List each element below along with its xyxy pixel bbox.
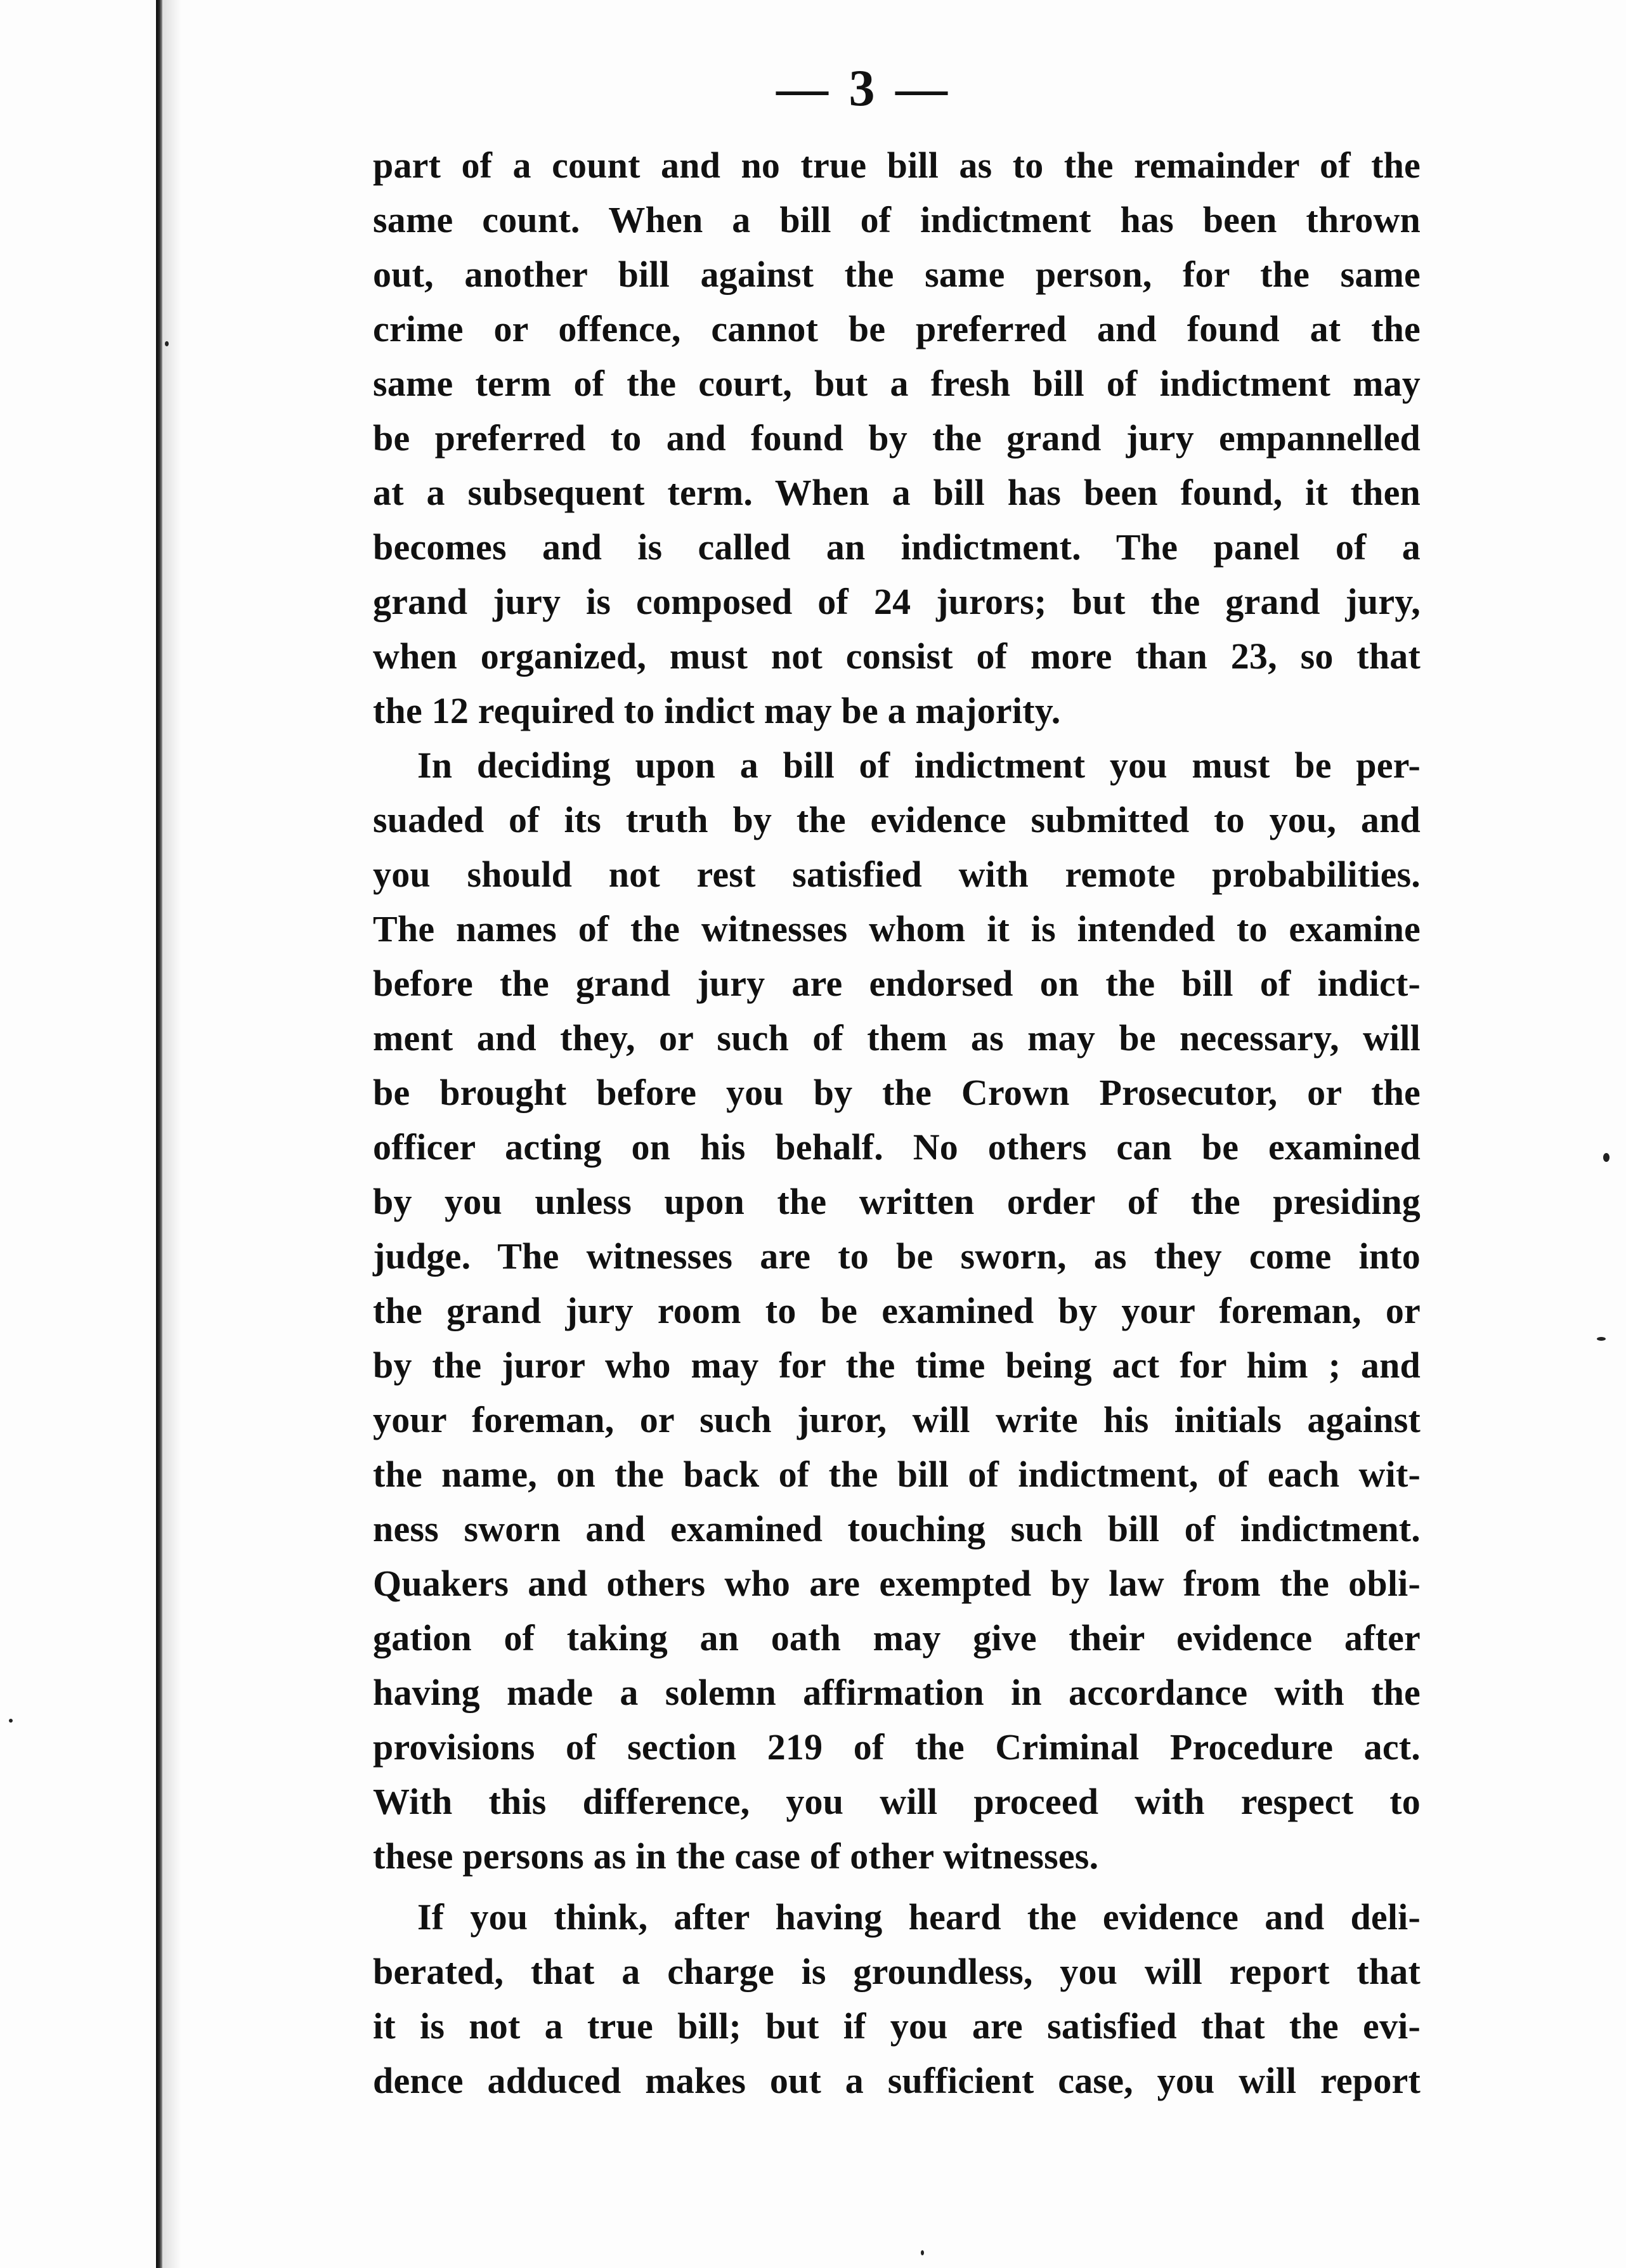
text-line: officer acting on his behalf. No others can be examined [373, 1126, 1421, 1168]
text-line: by the juror who may for the time being act for him ; and [373, 1345, 1421, 1386]
paragraph-2 [373, 738, 1421, 1884]
text-line: berated, that a charge is groundless, you will report that [373, 1951, 1421, 1992]
text-line: when organized, must not consist of more than 23, so that [373, 635, 1421, 677]
text-line: before the grand jury are endorsed on the bill of indict- [373, 963, 1421, 1004]
page-number: — 3 — [776, 59, 951, 117]
text-line: the name, on the back of the bill of indictment, of each wit- [373, 1454, 1421, 1495]
ink-speck [921, 2250, 924, 2255]
text-line: part of a count and no true bill as to the remainder of the [373, 145, 1421, 186]
text-line: it is not a true bill; but if you are satisfied that the evi- [373, 2005, 1421, 2047]
text-line: the grand jury room to be examined by your foreman, or [373, 1290, 1421, 1331]
text-line: by you unless upon the written order of the presiding [373, 1181, 1421, 1222]
text-line: ness sworn and examined touching such bill of indictment. [373, 1508, 1421, 1549]
text-line: crime or offence, cannot be preferred and found at the [373, 308, 1421, 349]
paragraph-3 [373, 1890, 1421, 2108]
text-line: these persons as in the case of other witnesses. [373, 1835, 1099, 1877]
text-line: same term of the court, but a fresh bill of indictment may [373, 363, 1421, 404]
ink-speck [9, 1719, 13, 1723]
ink-speck [1603, 1153, 1610, 1162]
text-line: If you think, after having heard the evidence and deli- [417, 1896, 1421, 1938]
text-line: same count. When a bill of indictment has been thrown [373, 199, 1421, 240]
text-line: ment and they, or such of them as may be necessary, will [373, 1017, 1421, 1059]
text-line: out, another bill against the same person, for the same [373, 254, 1421, 295]
text-line: dence adduced makes out a sufficient case, you will report [373, 2060, 1421, 2101]
paragraph-1 [373, 138, 1421, 738]
text-line: becomes and is called an indictment. The panel of a [373, 526, 1421, 568]
text-line: the 12 required to indict may be a majority. [373, 690, 1061, 731]
text-line: your foreman, or such juror, will write his initials against [373, 1399, 1421, 1440]
paragraph-gap [373, 1884, 1421, 1890]
text-line: at a subsequent term. When a bill has been found, it then [373, 472, 1421, 513]
text-line: suaded of its truth by the evidence submitted to you, and [373, 799, 1421, 840]
binding-shadow [162, 0, 181, 2268]
text-line: grand jury is composed of 24 jurors; but the grand jury, [373, 581, 1421, 622]
ink-speck [1597, 1337, 1606, 1341]
text-line: having made a solemn affirmation in accordance with the [373, 1672, 1421, 1713]
text-line: provisions of section 219 of the Criminal Procedure act. [373, 1726, 1421, 1768]
text-line: With this difference, you will proceed with respect to [373, 1781, 1421, 1822]
text-line: be brought before you by the Crown Prosecutor, or the [373, 1072, 1421, 1113]
text-line: you should not rest satisfied with remote probabilities. [373, 854, 1421, 895]
text-line: gation of taking an oath may give their evidence after [373, 1617, 1421, 1659]
text-line: be preferred to and found by the grand jury empannelled [373, 417, 1421, 459]
binding-edge [156, 0, 162, 2268]
text-line: Quakers and others who are exempted by law from the obli- [373, 1563, 1421, 1604]
text-line: The names of the witnesses whom it is intended to examine [373, 908, 1421, 949]
ink-speck [165, 341, 169, 346]
text-line: judge. The witnesses are to be sworn, as they come into [373, 1235, 1421, 1277]
text-line: In deciding upon a bill of indictment you must be per- [417, 745, 1421, 786]
body-text [373, 138, 1421, 2108]
